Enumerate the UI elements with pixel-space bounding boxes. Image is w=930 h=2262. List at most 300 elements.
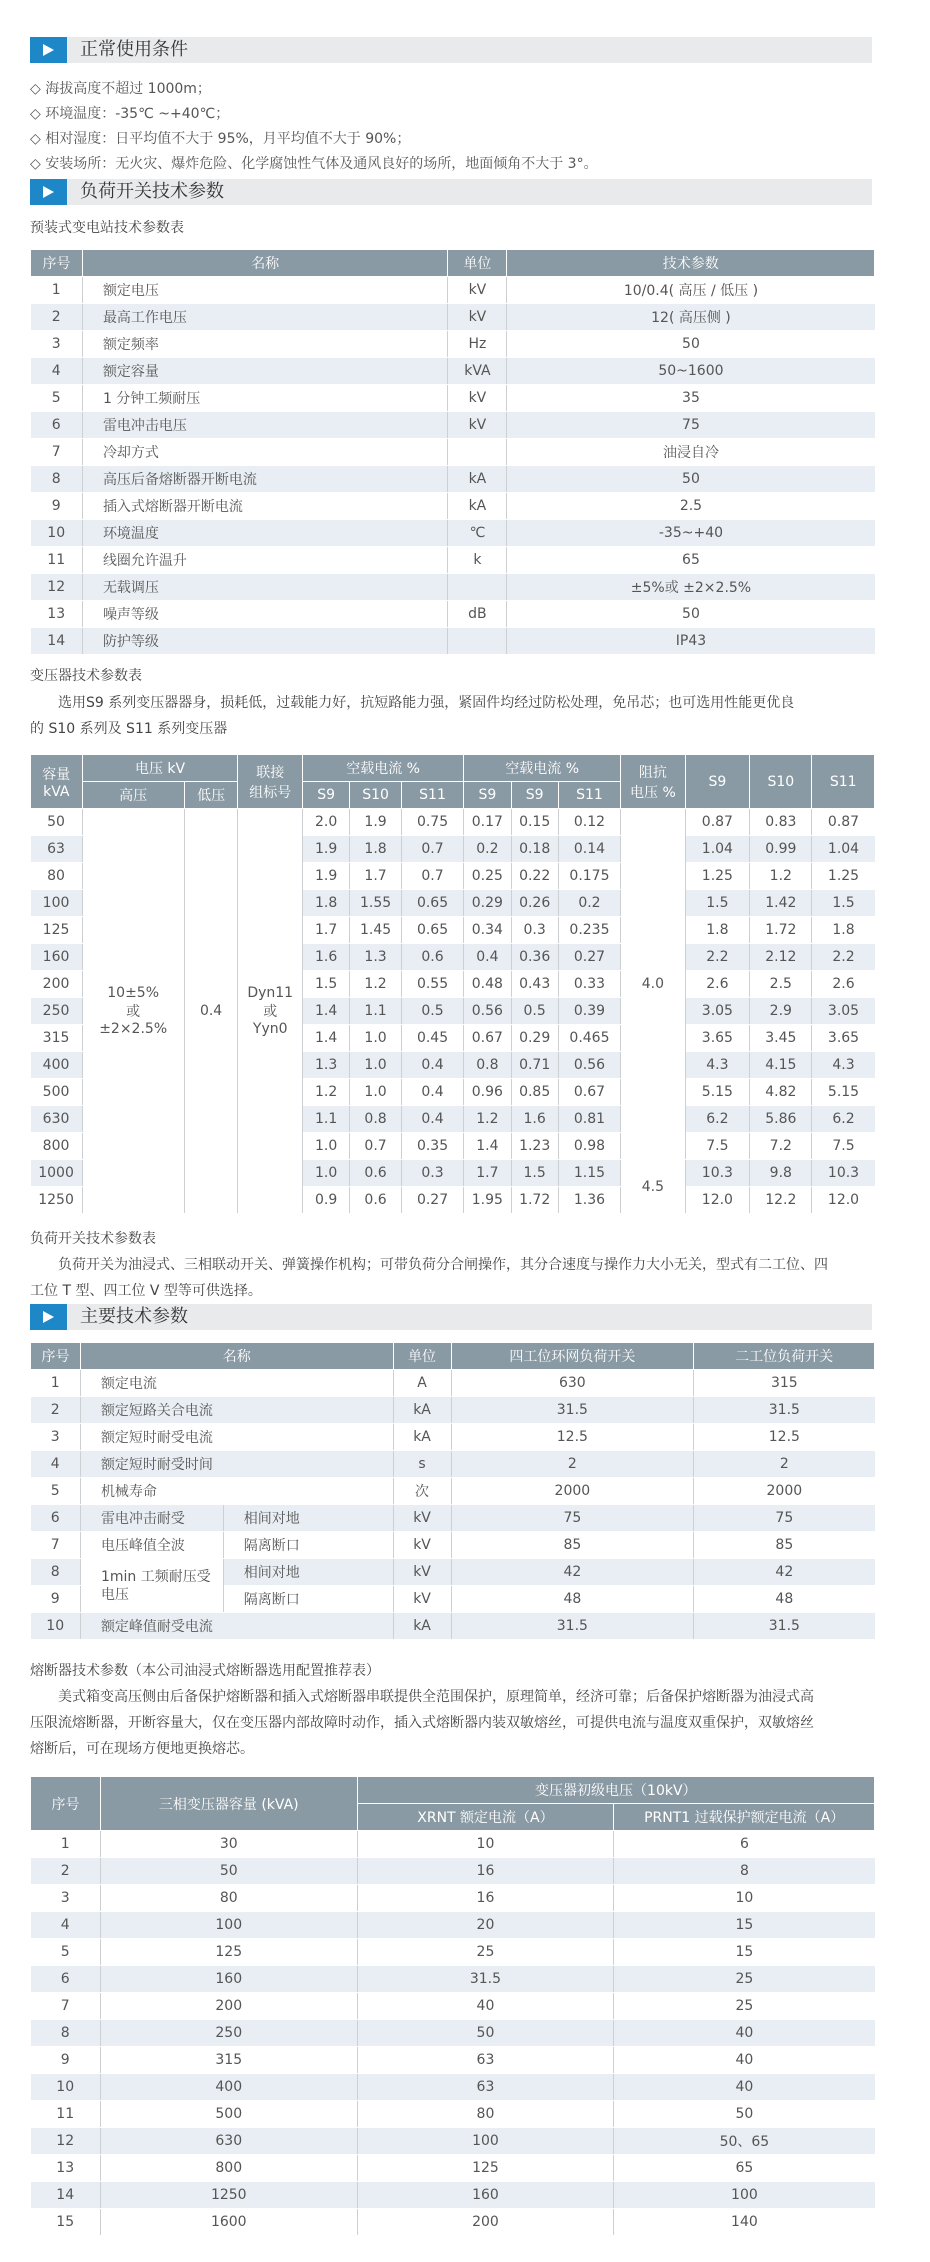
table-cell: 0.235 bbox=[558, 917, 620, 944]
table-cell: 0.35 bbox=[401, 1133, 463, 1160]
table-cell: 4.82 bbox=[750, 1079, 812, 1106]
fuse-table bbox=[30, 1776, 875, 2236]
table-cell: 0.8 bbox=[464, 1052, 511, 1079]
table-cell: 4 bbox=[31, 1451, 81, 1478]
table-cell: 隔离断口 bbox=[223, 1532, 393, 1559]
table-row bbox=[31, 358, 875, 385]
table-cell: 4 bbox=[31, 358, 83, 385]
table-cell: 1.9 bbox=[302, 863, 349, 890]
table-row bbox=[31, 1993, 875, 2020]
table-cell: 机械寿命 bbox=[80, 1478, 393, 1505]
table-cell: 6.2 bbox=[812, 1106, 875, 1133]
table2-caption: 变压器技术参数表 bbox=[30, 668, 142, 684]
table-cell: k bbox=[448, 547, 507, 574]
table-cell: 0.85 bbox=[511, 1079, 558, 1106]
condition-item: ◇ 相对湿度：日平均值不大于 95%，月平均值不大于 90%； bbox=[30, 131, 411, 147]
table-row bbox=[31, 574, 875, 601]
table-cell: 1 分钟工频耐压 bbox=[82, 385, 448, 412]
table-cell: 1.1 bbox=[350, 998, 402, 1025]
table-cell: 12( 高压侧 ) bbox=[507, 304, 875, 331]
table-cell: 315 bbox=[100, 2047, 357, 2074]
table-cell: 0.36 bbox=[511, 944, 558, 971]
table-cell: 1.42 bbox=[750, 890, 812, 917]
table-cell: 10.3 bbox=[685, 1160, 750, 1187]
table-cell: 0.98 bbox=[558, 1133, 620, 1160]
table-cell: 160 bbox=[100, 1966, 357, 1993]
table-cell: 5.86 bbox=[750, 1106, 812, 1133]
table-row bbox=[31, 2128, 875, 2155]
table-cell: 630 bbox=[100, 2128, 357, 2155]
table-cell: 0.14 bbox=[558, 836, 620, 863]
table-cell: 10 bbox=[31, 520, 83, 547]
table-cell: 0.2 bbox=[464, 836, 511, 863]
table-row bbox=[31, 1478, 875, 1505]
table-cell: 2 bbox=[31, 304, 83, 331]
table-cell: 0.175 bbox=[558, 863, 620, 890]
table-cell: 2.9 bbox=[750, 998, 812, 1025]
col-s10: S10 bbox=[350, 782, 402, 809]
table-cell: 50、65 bbox=[614, 2128, 875, 2155]
table-cell: 额定峰值耐受电流 bbox=[80, 1613, 393, 1640]
table-cell: 额定短时耐受时间 bbox=[80, 1451, 393, 1478]
table-row bbox=[31, 2155, 875, 2182]
table-cell: 5 bbox=[31, 1939, 101, 1966]
table-row bbox=[31, 1424, 875, 1451]
table-cell bbox=[448, 628, 507, 655]
table-cell: 雷电冲击电压 bbox=[82, 412, 448, 439]
table-cell: 80 bbox=[100, 1885, 357, 1912]
table-cell: IP43 bbox=[507, 628, 875, 655]
table-cell: 0.4 bbox=[401, 1052, 463, 1079]
table-cell: 0.99 bbox=[750, 836, 812, 863]
table-cell: 125 bbox=[100, 1939, 357, 1966]
table-cell: 1250 bbox=[31, 1187, 83, 1214]
table-cell: 3 bbox=[31, 1885, 101, 1912]
table-cell: kV bbox=[393, 1559, 451, 1586]
col-group: 变压器初级电压（10kV） bbox=[357, 1777, 874, 1804]
table-cell: 1min 工频耐压受电压 bbox=[80, 1559, 223, 1613]
table-cell: kV bbox=[448, 385, 507, 412]
table-cell: 48 bbox=[694, 1586, 875, 1613]
table-cell: 16 bbox=[357, 1858, 614, 1885]
table-cell: 31.5 bbox=[357, 1966, 614, 1993]
table-cell: 50 bbox=[507, 601, 875, 628]
table-cell: 2.5 bbox=[507, 493, 875, 520]
table-cell: 1.25 bbox=[685, 863, 750, 890]
table3-description: 负荷开关为油浸式、三相联动开关、弹簧操作机构；可带负荷分合闸操作，其分合速度与操作力大小无关，型式有二工位、四 工位 T 型、四工位 V 型等可供选择。 bbox=[30, 1257, 828, 1299]
section-title: 负荷开关技术参数 bbox=[80, 181, 224, 202]
table-cell: 1.23 bbox=[511, 1133, 558, 1160]
col-s9: S9 bbox=[511, 782, 558, 809]
table-cell: 10/0.4( 高压 / 低压 ) bbox=[507, 277, 875, 304]
table-cell: -35~+40 bbox=[507, 520, 875, 547]
impedance-cell: 4.5 bbox=[621, 1160, 686, 1214]
table-cell: 42 bbox=[451, 1559, 694, 1586]
table-cell: 4 bbox=[31, 1912, 101, 1939]
table-row bbox=[31, 547, 875, 574]
table-cell: 11 bbox=[31, 2101, 101, 2128]
table-cell bbox=[448, 574, 507, 601]
table-cell: 25 bbox=[614, 1993, 875, 2020]
table-row bbox=[31, 1885, 875, 1912]
table-cell: 12.5 bbox=[694, 1424, 875, 1451]
table-cell: kV bbox=[393, 1586, 451, 1613]
table-cell: 无载调压 bbox=[82, 574, 448, 601]
table-cell: 额定短时耐受电流 bbox=[80, 1424, 393, 1451]
low-voltage-cell: 0.4 bbox=[184, 809, 238, 1214]
table-cell: 50~1600 bbox=[507, 358, 875, 385]
transformer-params-table bbox=[30, 754, 875, 1214]
table-cell: 0.3 bbox=[401, 1160, 463, 1187]
table-cell: 0.8 bbox=[350, 1106, 402, 1133]
table1-caption: 预装式变电站技术参数表 bbox=[30, 220, 184, 236]
table-cell: 25 bbox=[614, 1966, 875, 1993]
table-cell: 315 bbox=[694, 1370, 875, 1397]
table-cell: 1.8 bbox=[685, 917, 750, 944]
table-cell: 65 bbox=[614, 2155, 875, 2182]
table-cell: 1.5 bbox=[302, 971, 349, 998]
table-cell: ℃ bbox=[448, 520, 507, 547]
table-cell: 200 bbox=[31, 971, 83, 998]
conditions-list bbox=[30, 77, 930, 177]
table-cell: 电压峰值全波 bbox=[80, 1532, 223, 1559]
table-cell: 1.4 bbox=[302, 998, 349, 1025]
table-cell: 200 bbox=[100, 1993, 357, 2020]
table3-header: 二工位负荷开关 bbox=[694, 1343, 875, 1370]
table-cell: 3.65 bbox=[685, 1025, 750, 1052]
table-cell: 50 bbox=[507, 466, 875, 493]
table-cell: 1.9 bbox=[350, 809, 402, 836]
table-cell: 6 bbox=[31, 1966, 101, 1993]
table-row bbox=[31, 1912, 875, 1939]
table-cell: 2.6 bbox=[685, 971, 750, 998]
table-cell: 1.6 bbox=[302, 944, 349, 971]
table-cell: 100 bbox=[357, 2128, 614, 2155]
table-cell: 3.65 bbox=[812, 1025, 875, 1052]
table-cell: 50 bbox=[100, 1858, 357, 1885]
col-s11: S11 bbox=[812, 755, 875, 809]
table-cell: 40 bbox=[614, 2047, 875, 2074]
table-cell: 10 bbox=[31, 2074, 101, 2101]
table-cell: 6.2 bbox=[685, 1106, 750, 1133]
table-cell: 0.87 bbox=[812, 809, 875, 836]
table3-header: 名称 bbox=[80, 1343, 393, 1370]
condition-item: ◇ 环境温度：-35℃ ~+40℃； bbox=[30, 106, 230, 122]
table-cell: Hz bbox=[448, 331, 507, 358]
table-cell: 140 bbox=[614, 2209, 875, 2236]
table-cell: 5.15 bbox=[685, 1079, 750, 1106]
table-cell: 0.15 bbox=[511, 809, 558, 836]
table-row bbox=[31, 601, 875, 628]
table-cell: 3 bbox=[31, 331, 83, 358]
table2-description: 选用S9 系列变压器器身，损耗低，过载能力好，抗短路能力强，紧固件均经过防松处理，免吊芯；也可选用性能更优良 的 S10 系列及 S11 系列变压器 bbox=[30, 695, 795, 737]
table-cell: 85 bbox=[694, 1532, 875, 1559]
table-cell: 1.9 bbox=[302, 836, 349, 863]
table-cell: 7.5 bbox=[812, 1133, 875, 1160]
table-cell: 7.5 bbox=[685, 1133, 750, 1160]
table-cell: kV bbox=[448, 412, 507, 439]
table-cell: 63 bbox=[357, 2047, 614, 2074]
table-cell: 7.2 bbox=[750, 1133, 812, 1160]
table-row bbox=[31, 439, 875, 466]
table3-header: 单位 bbox=[393, 1343, 451, 1370]
table-cell: 1.5 bbox=[685, 890, 750, 917]
table-cell: 40 bbox=[614, 2020, 875, 2047]
table-cell: 1.0 bbox=[350, 1025, 402, 1052]
table-cell: 630 bbox=[31, 1106, 83, 1133]
table-cell: 31.5 bbox=[451, 1397, 694, 1424]
table-cell: 12.5 bbox=[451, 1424, 694, 1451]
table-cell: 油浸自冷 bbox=[507, 439, 875, 466]
table-cell: 0.65 bbox=[401, 917, 463, 944]
table-cell: 500 bbox=[100, 2101, 357, 2128]
table-cell: 16 bbox=[357, 1885, 614, 1912]
table-cell: kA bbox=[448, 493, 507, 520]
table-cell: 10 bbox=[614, 1885, 875, 1912]
table-cell: 0.22 bbox=[511, 863, 558, 890]
table-cell: 1.3 bbox=[302, 1052, 349, 1079]
table-cell: 1.5 bbox=[812, 890, 875, 917]
table-cell: 4.3 bbox=[812, 1052, 875, 1079]
table-cell: 高压后备熔断器开断电流 bbox=[82, 466, 448, 493]
table-cell: kA bbox=[393, 1424, 451, 1451]
table-row bbox=[31, 1831, 875, 1858]
table-cell: 1250 bbox=[100, 2182, 357, 2209]
col-s9: S9 bbox=[685, 755, 750, 809]
table-cell: 1.8 bbox=[302, 890, 349, 917]
table-cell: 31.5 bbox=[694, 1613, 875, 1640]
col-s11: S11 bbox=[401, 782, 463, 809]
table-cell: 315 bbox=[31, 1025, 83, 1052]
table3-header: 四工位环网负荷开关 bbox=[451, 1343, 694, 1370]
table-cell: 75 bbox=[451, 1505, 694, 1532]
table-cell: 0.87 bbox=[685, 809, 750, 836]
table-cell: 200 bbox=[357, 2209, 614, 2236]
table-cell: 0.25 bbox=[464, 863, 511, 890]
table-cell: 7 bbox=[31, 439, 83, 466]
table-cell: 额定频率 bbox=[82, 331, 448, 358]
table-cell: 160 bbox=[357, 2182, 614, 2209]
table-cell: 1.2 bbox=[302, 1079, 349, 1106]
section-header-switch-params bbox=[30, 179, 872, 205]
table-cell: 1.6 bbox=[511, 1106, 558, 1133]
table-cell: 0.71 bbox=[511, 1052, 558, 1079]
table-cell: 1.72 bbox=[511, 1187, 558, 1214]
table-cell: 12 bbox=[31, 574, 83, 601]
table-cell: 13 bbox=[31, 2155, 101, 2182]
col-s10: S10 bbox=[750, 755, 812, 809]
table-cell: 5 bbox=[31, 385, 83, 412]
table-cell: ±5%或 ±2×2.5% bbox=[507, 574, 875, 601]
table-cell: 1.4 bbox=[302, 1025, 349, 1052]
table-cell: 9 bbox=[31, 1586, 81, 1613]
col-no: 序号 bbox=[31, 1777, 101, 1831]
table-cell: 12.0 bbox=[812, 1187, 875, 1214]
table-cell: 2 bbox=[451, 1451, 694, 1478]
table-cell: 1.45 bbox=[350, 917, 402, 944]
table-cell: 50 bbox=[507, 331, 875, 358]
table-cell: 0.5 bbox=[511, 998, 558, 1025]
table-cell: 9 bbox=[31, 493, 83, 520]
table-cell: 80 bbox=[31, 863, 83, 890]
table-cell: kA bbox=[448, 466, 507, 493]
table-cell: 额定容量 bbox=[82, 358, 448, 385]
table-cell: 额定电流 bbox=[80, 1370, 393, 1397]
table-row bbox=[31, 1532, 875, 1559]
table-cell: 80 bbox=[357, 2101, 614, 2128]
col-xrnt: XRNT 额定电流（A） bbox=[357, 1804, 614, 1831]
table-cell: 12 bbox=[31, 2128, 101, 2155]
table-cell: 31.5 bbox=[451, 1613, 694, 1640]
table-cell: 线圈允许温升 bbox=[82, 547, 448, 574]
impedance-cell: 4.0 bbox=[621, 809, 686, 1160]
table-cell: 1.15 bbox=[558, 1160, 620, 1187]
section-header-conditions bbox=[30, 37, 872, 63]
table-cell: 13 bbox=[31, 601, 83, 628]
table-cell: 50 bbox=[31, 809, 83, 836]
table-cell: 3.05 bbox=[685, 998, 750, 1025]
play-icon bbox=[30, 179, 67, 205]
table-row bbox=[31, 2209, 875, 2236]
table-cell bbox=[448, 439, 507, 466]
col-impedance: 阻抗 电压 % bbox=[621, 755, 686, 809]
table-cell: 1 bbox=[31, 1370, 81, 1397]
table-row bbox=[31, 385, 875, 412]
table-cell: 1.2 bbox=[750, 863, 812, 890]
table-cell: 2 bbox=[31, 1397, 81, 1424]
table-cell: 3.45 bbox=[750, 1025, 812, 1052]
table-cell: 800 bbox=[31, 1133, 83, 1160]
table-row bbox=[31, 809, 875, 836]
col-capacity: 三相变压器容量 (kVA) bbox=[100, 1777, 357, 1831]
table-row bbox=[31, 304, 875, 331]
table-row bbox=[31, 1397, 875, 1424]
col-noload-loss: 空载电流 % bbox=[302, 755, 463, 782]
table-cell: 85 bbox=[451, 1532, 694, 1559]
table-cell: 0.39 bbox=[558, 998, 620, 1025]
table-cell: 1.2 bbox=[464, 1106, 511, 1133]
condition-item: ◇ 海拔高度不超过 1000m； bbox=[30, 81, 211, 97]
table-cell: 75 bbox=[694, 1505, 875, 1532]
table-cell: 250 bbox=[100, 2020, 357, 2047]
table-cell: 8 bbox=[614, 1858, 875, 1885]
table-cell: kV bbox=[393, 1505, 451, 1532]
table-cell: 7 bbox=[31, 1993, 101, 2020]
table-cell: 10.3 bbox=[812, 1160, 875, 1187]
table-cell: 1.72 bbox=[750, 917, 812, 944]
table-cell: dB bbox=[448, 601, 507, 628]
col-s9: S9 bbox=[464, 782, 511, 809]
table-cell: 40 bbox=[614, 2074, 875, 2101]
table-cell: 2 bbox=[31, 1858, 101, 1885]
table-cell: 35 bbox=[507, 385, 875, 412]
table-cell: 250 bbox=[31, 998, 83, 1025]
table-cell: 2.6 bbox=[812, 971, 875, 998]
table-cell: kVA bbox=[448, 358, 507, 385]
table-cell: 0.29 bbox=[511, 1025, 558, 1052]
table-cell: 11 bbox=[31, 547, 83, 574]
table-cell: kA bbox=[393, 1613, 451, 1640]
table-cell: 0.4 bbox=[401, 1106, 463, 1133]
table1-header: 技术参数 bbox=[507, 250, 875, 277]
table-cell: 42 bbox=[694, 1559, 875, 1586]
table-cell: 800 bbox=[100, 2155, 357, 2182]
table-row bbox=[31, 628, 875, 655]
table-cell: 9.8 bbox=[750, 1160, 812, 1187]
table-cell: 48 bbox=[451, 1586, 694, 1613]
table-cell: 6 bbox=[31, 412, 83, 439]
table-row bbox=[31, 412, 875, 439]
table-cell: kV bbox=[448, 304, 507, 331]
table-cell: 相间对地 bbox=[223, 1505, 393, 1532]
table-row bbox=[31, 2020, 875, 2047]
table-cell: 9 bbox=[31, 2047, 101, 2074]
play-icon bbox=[30, 37, 67, 63]
table-cell: 6 bbox=[31, 1505, 81, 1532]
table-cell: 14 bbox=[31, 628, 83, 655]
table-cell: 0.27 bbox=[558, 944, 620, 971]
table-row bbox=[31, 2101, 875, 2128]
table-cell: 0.48 bbox=[464, 971, 511, 998]
table-cell: 50 bbox=[357, 2020, 614, 2047]
table-cell: kA bbox=[393, 1397, 451, 1424]
table-cell: 0.65 bbox=[401, 890, 463, 917]
table-cell: 14 bbox=[31, 2182, 101, 2209]
table-cell: 插入式熔断器开断电流 bbox=[82, 493, 448, 520]
table-cell: 1.0 bbox=[350, 1079, 402, 1106]
table-cell: 0.7 bbox=[350, 1133, 402, 1160]
table-cell: 1.7 bbox=[350, 863, 402, 890]
table-row bbox=[31, 1939, 875, 1966]
load-switch-table bbox=[30, 1342, 875, 1640]
table-cell: 0.81 bbox=[558, 1106, 620, 1133]
table-cell: 15 bbox=[614, 1912, 875, 1939]
table-cell: 63 bbox=[31, 836, 83, 863]
table-cell: 12.0 bbox=[685, 1187, 750, 1214]
table-row bbox=[31, 331, 875, 358]
table-cell: 相间对地 bbox=[223, 1559, 393, 1586]
col-prnt: PRNT1 过载保护额定电流（A） bbox=[614, 1804, 875, 1831]
table-cell: 2.2 bbox=[812, 944, 875, 971]
table-cell: 0.67 bbox=[464, 1025, 511, 1052]
table-cell: 0.45 bbox=[401, 1025, 463, 1052]
table1-header: 名称 bbox=[82, 250, 448, 277]
table-cell: 15 bbox=[614, 1939, 875, 1966]
table-cell: 1.0 bbox=[302, 1133, 349, 1160]
table-row bbox=[31, 1370, 875, 1397]
table-cell: 5 bbox=[31, 1478, 81, 1505]
table-cell: 400 bbox=[31, 1052, 83, 1079]
table-cell: 0.33 bbox=[558, 971, 620, 998]
table-cell: 8 bbox=[31, 1559, 81, 1586]
table-cell: 0.3 bbox=[511, 917, 558, 944]
table-row bbox=[31, 277, 875, 304]
table-cell: 额定电压 bbox=[82, 277, 448, 304]
table-cell: 1.25 bbox=[812, 863, 875, 890]
table-cell: 8 bbox=[31, 466, 83, 493]
table-cell: 0.9 bbox=[302, 1187, 349, 1214]
table-cell: 0.27 bbox=[401, 1187, 463, 1214]
table-cell: 1.0 bbox=[350, 1052, 402, 1079]
table-cell: 1.3 bbox=[350, 944, 402, 971]
table-cell: 25 bbox=[357, 1939, 614, 1966]
table-cell: 0.2 bbox=[558, 890, 620, 917]
table-cell: 10 bbox=[31, 1613, 81, 1640]
table-cell: 隔离断口 bbox=[223, 1586, 393, 1613]
table-cell: 10 bbox=[357, 1831, 614, 1858]
table-cell: 0.4 bbox=[401, 1079, 463, 1106]
table-cell: 1.2 bbox=[350, 971, 402, 998]
